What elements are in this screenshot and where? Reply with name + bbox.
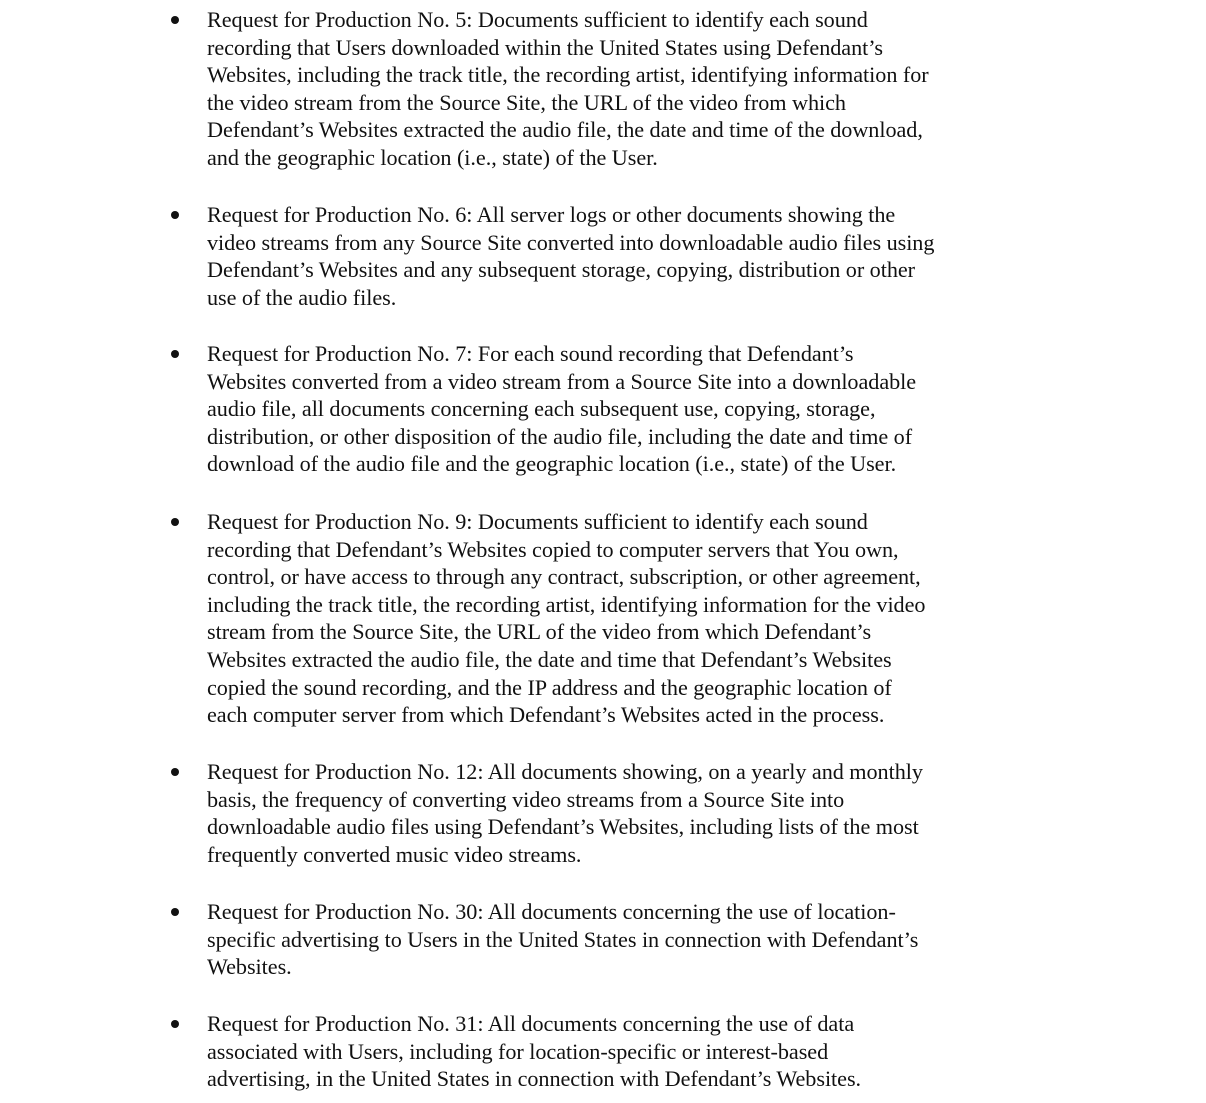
text-line: recording that Defendant’s Websites copied to computer servers that You own, xyxy=(207,536,899,562)
text-line: Request for Production No. 6: All server logs or other documents showing the xyxy=(207,202,896,227)
bullet-icon xyxy=(168,508,182,536)
bullet-icon xyxy=(168,758,182,786)
text-line: Websites converted from a video stream from a Source Site into a downloadable xyxy=(207,368,917,394)
bullet-icon xyxy=(168,201,182,229)
text-line: copied the sound recording, and the IP address and the geographic location of xyxy=(207,674,892,700)
text-line: including the track title, the recording artist, identifying information for the video xyxy=(207,591,926,617)
text-line: control, or have access to through any contract, subscription, or other agreement, xyxy=(207,564,921,590)
text-line: Request for Production No. 12: All documents showing, on a yearly and monthly xyxy=(207,759,923,784)
text-line: recording that Users downloaded within the United States using Defendant’s xyxy=(207,34,883,60)
text-line: download of the audio file and the geographic location (i.e., state) of the User. xyxy=(207,451,897,477)
text-line: Request for Production No. 30: All documents concerning the use of location- xyxy=(207,899,896,924)
list-item-text xyxy=(207,898,918,981)
text-line: audio file, all documents concerning each subsequent use, copying, storage, xyxy=(207,396,876,422)
text-line: Request for Production No. 5: Documents sufficient to identify each sound xyxy=(207,7,868,32)
text-line: distribution, or other disposition of the audio file, including the date and time of xyxy=(207,423,913,449)
text-line: downloadable audio files using Defendant’s Websites, including lists of the most xyxy=(207,814,919,840)
bullet-icon xyxy=(168,6,182,34)
bullet-icon xyxy=(168,898,182,926)
text-line: the video stream from the Source Site, the URL of the video from which xyxy=(207,89,846,115)
text-line: basis, the frequency of converting video streams from a Source Site into xyxy=(207,786,845,812)
text-line: specific advertising to Users in the United States in connection with Defendant’s xyxy=(207,926,919,952)
bullet-icon xyxy=(168,340,182,368)
list-item-text xyxy=(207,340,916,478)
text-line: each computer server from which Defendant’s Websites acted in the process. xyxy=(207,702,885,728)
list-item-text xyxy=(207,508,925,729)
list-item-text xyxy=(207,1010,861,1093)
text-line: associated with Users, including for location-specific or interest-based xyxy=(207,1038,829,1064)
text-line: advertising, in the United States in connection with Defendant’s Websites. xyxy=(207,1066,862,1092)
text-line: Websites. xyxy=(207,954,292,980)
text-line: frequently converted music video streams. xyxy=(207,841,582,867)
text-line: Websites extracted the audio file, the date and time that Defendant’s Websites xyxy=(207,646,892,672)
text-line: use of the audio files. xyxy=(207,284,397,310)
text-line: video streams from any Source Site converted into downloadable audio files using xyxy=(207,229,935,255)
text-line: Defendant’s Websites and any subsequent storage, copying, distribution or other xyxy=(207,257,916,283)
text-line: Request for Production No. 9: Documents sufficient to identify each sound xyxy=(207,509,868,534)
text-line: Request for Production No. 31: All documents concerning the use of data xyxy=(207,1011,855,1036)
list-item-text xyxy=(207,6,929,172)
text-line: Request for Production No. 7: For each sound recording that Defendant’s xyxy=(207,341,854,366)
text-line: Defendant’s Websites extracted the audio file, the date and time of the download, xyxy=(207,117,923,143)
text-line: stream from the Source Site, the URL of the video from which Defendant’s xyxy=(207,619,872,645)
text-line: Websites, including the track title, the recording artist, identifying information for xyxy=(207,62,929,88)
list-item-text xyxy=(207,201,934,311)
list-item-text xyxy=(207,758,923,868)
bullet-icon xyxy=(168,1010,182,1038)
text-line: and the geographic location (i.e., state) of the User. xyxy=(207,144,658,170)
